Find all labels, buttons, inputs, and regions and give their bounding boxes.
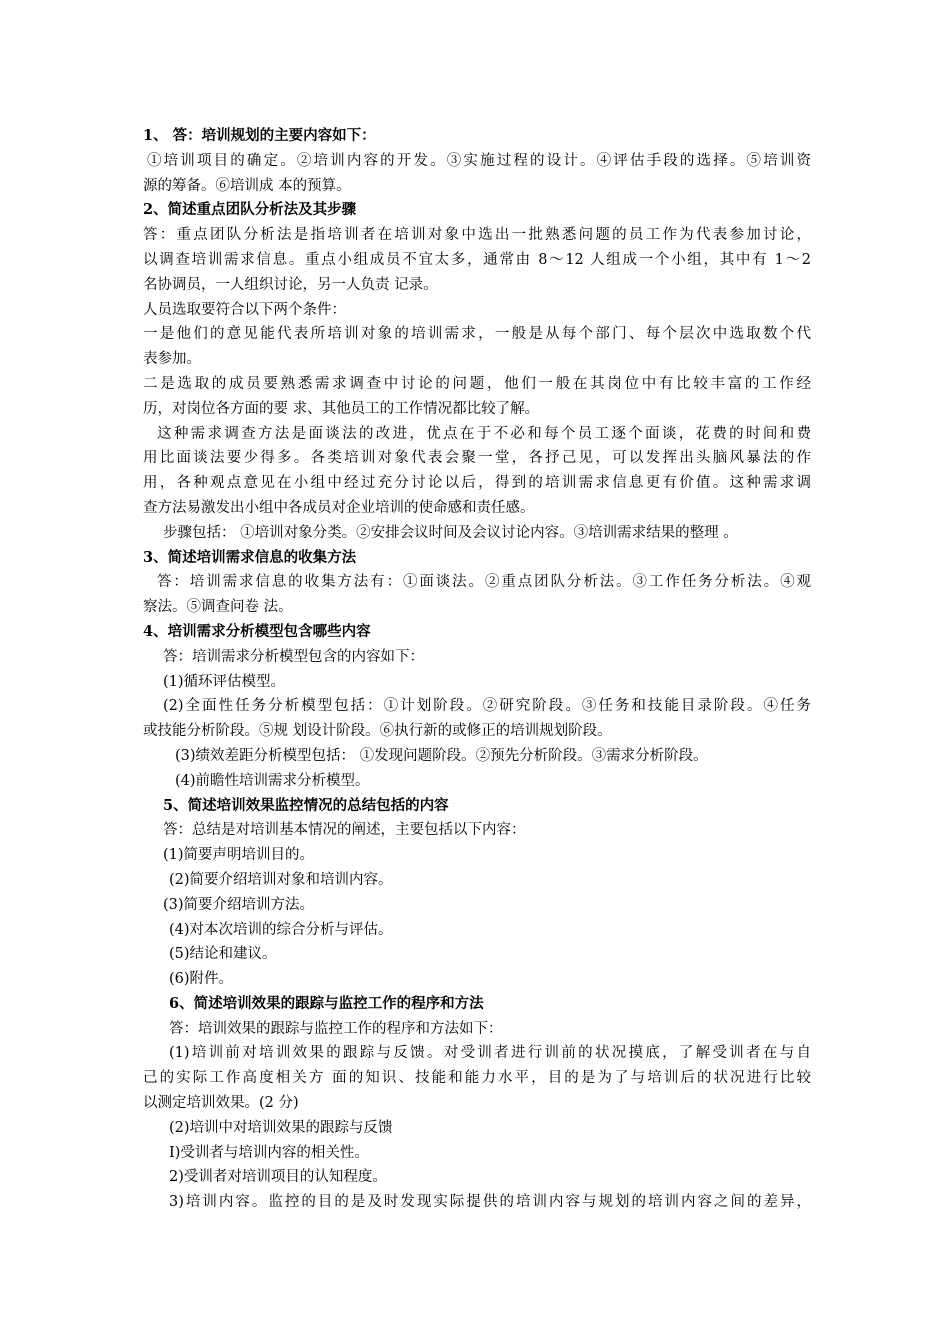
paragraph-line: (6)附件。 bbox=[169, 971, 234, 988]
paragraph-line: (5)结论和建议。 bbox=[169, 946, 277, 963]
paragraph-line: (3)绩效差距分析模型包括： ①发现问题阶段。②预先分析阶段。③需求分析阶段。 bbox=[175, 747, 708, 764]
paragraph-line: 或技能分析阶段。⑤规 划设计阶段。⑥执行新的或修正的培训规划阶段。 bbox=[143, 723, 612, 740]
paragraph-line: 源的筹备。⑥培训成 本的预算。 bbox=[143, 177, 351, 194]
paragraph-line: 查方法易激发出小组中各成员对企业培训的使命感和责任感。 bbox=[143, 499, 535, 516]
paragraph-line: I)受训者与培训内容的相关性。 bbox=[169, 1144, 369, 1161]
section-heading: 2、简述重点团队分析法及其步骤 bbox=[143, 201, 357, 219]
paragraph-line: 以调查培训需求信息。重点小组成员不宜太多，通常由 8～12 人组成一个小组，其中有 1～2 bbox=[143, 251, 811, 268]
paragraph-line: (4)对本次培训的综合分析与评估。 bbox=[169, 921, 393, 938]
paragraph-line: 这种需求调查方法是面谈法的改进，优点在于不必和每个员工逐个面谈，花费的时间和费 bbox=[157, 425, 811, 442]
section-heading: 6、简述培训效果的跟踪与监控工作的程序和方法 bbox=[169, 994, 484, 1012]
paragraph-line: (2)培训中对培训效果的跟踪与反馈 bbox=[169, 1119, 393, 1136]
paragraph-line: (3)简要介绍培训方法。 bbox=[163, 896, 315, 913]
paragraph-line: 察法。⑤调查问卷 法。 bbox=[143, 599, 293, 616]
section-heading: 3、简述培训需求信息的收集方法 bbox=[143, 548, 357, 566]
paragraph-line: (2)简要介绍培训对象和培训内容。 bbox=[169, 871, 393, 888]
paragraph-line: (1)循环评估模型。 bbox=[163, 673, 286, 690]
paragraph-line: 答：培训需求信息的收集方法有：①面谈法。②重点团队分析法。③工作任务分析法。④观 bbox=[157, 574, 811, 591]
paragraph-line: (2)全面性任务分析模型包括：①计划阶段。②研究阶段。③任务和技能目录阶段。④任务 bbox=[163, 698, 811, 715]
paragraph-line: 答：总结是对培训基本情况的阐述，主要包括以下内容： bbox=[163, 822, 526, 839]
paragraph-line: 用比面谈法要少得多。各类培训对象代表会聚一堂，各抒己见，可以发挥出头脑风暴法的作 bbox=[143, 450, 811, 467]
paragraph-line: (1)培训前对培训效果的跟踪与反馈。对受训者进行训前的状况摸底，了解受训者在与自 bbox=[169, 1045, 811, 1062]
paragraph-line: 2)受训者对培训项目的认知程度。 bbox=[169, 1169, 387, 1186]
paragraph-line: 名协调员，一人组织讨论，另一人负责 记录。 bbox=[143, 276, 438, 293]
paragraph-line: (1)简要声明培训目的。 bbox=[163, 847, 315, 864]
paragraph-line: 答：培训需求分析模型包含的内容如下： bbox=[163, 648, 424, 665]
paragraph-line: 以测定培训效果。(2 分) bbox=[143, 1095, 299, 1112]
paragraph-line: 表参加。 bbox=[143, 351, 201, 368]
document-body bbox=[143, 124, 811, 1215]
paragraph-line: 历，对岗位各方面的要 求、其他员工的工作情况都比较了解。 bbox=[143, 400, 540, 417]
paragraph-line: 己的实际工作高度相关方 面的知识、技能和能力水平，目的是为了与培训后的状况进行比较 bbox=[143, 1070, 811, 1087]
paragraph-line: 用，各种观点意见在小组中经过充分讨论以后，得到的培训需求信息更有价值。这种需求调 bbox=[143, 475, 811, 492]
section-heading: 5、简述培训效果监控情况的总结包括的内容 bbox=[163, 796, 449, 814]
paragraph-line: 3)培训内容。监控的目的是及时发现实际提供的培训内容与规划的培训内容之间的差异， bbox=[169, 1194, 811, 1211]
paragraph-line: (4)前瞻性培训需求分析模型。 bbox=[175, 772, 370, 789]
paragraph-line: 步骤包括： ①培训对象分类。②安排会议时间及会议讨论内容。③培训需求结果的整理 。 bbox=[163, 524, 738, 541]
paragraph-line: 答：培训效果的跟踪与监控工作的程序和方法如下： bbox=[169, 1020, 503, 1037]
paragraph-line: 答：重点团队分析法是指培训者在培训对象中选出一批熟悉问题的员工作为代表参加讨论， bbox=[143, 227, 811, 244]
paragraph-line: 一是他们的意见能代表所培训对象的培训需求，一般是从每个部门、每个层次中选取数个代 bbox=[143, 326, 811, 343]
paragraph-line: 人员选取要符合以下两个条件： bbox=[143, 301, 346, 318]
paragraph-line: 二是选取的成员要熟悉需求调查中讨论的问题，他们一般在其岗位中有比较丰富的工作经 bbox=[143, 375, 811, 392]
section-heading: 4、培训需求分析模型包含哪些内容 bbox=[143, 622, 371, 640]
section-heading: 1、 答：培训规划的主要内容如下： bbox=[143, 127, 376, 144]
paragraph-line: ①培训项目的确定。②培训内容的开发。③实施过程的设计。④评估手段的选择。⑤培训资 bbox=[147, 152, 811, 169]
